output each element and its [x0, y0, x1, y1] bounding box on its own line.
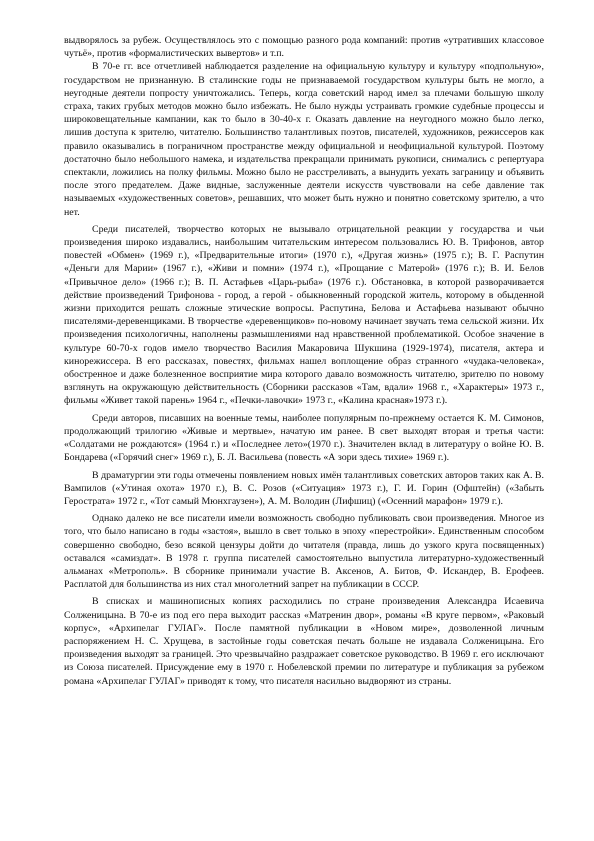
paragraph-continuation: выдворялось за рубеж. Осуществлялось это с помощью разного рода компаний: против «утративших классовое чутьё», против «формалистических вывертов» и т.п. [64, 35, 544, 60]
paragraph-official-unofficial-culture: В 70-е гг. все отчетливей наблюдается разделение на официальную культуру и культуру «подпольную», государством не признанную. В сталинские годы не признаваемой государством культуры быть не могло, а неугодные деятели попросту уничтожались. Теперь, когда советский народ имел за плечами большую школу страха, таких грубых методов можно было избежать. Не было нужды устраивать громкие судебные процессы и широковещательные кампании, как то было в 30-40-х г. Оказать давление на неугодного можно было легко, лишив доступа к зрителю, читателю. Большинство талантливых поэтов, писателей, художников, режиссеров как правило оказывались в пограничном пространстве между официальной и неофициальной культурой. Поэтому достаточно было небольшого намека, и издательства прекращали принимать рукописи, снимались с репертуара спектакли, ложились на полку фильмы. Можно было не расстреливать, а вынудить уехать заграницу и объявить после этого предателем. Даже видные, заслуженные деятели искусств чувствовали на себе давление так называемых «художественных советов», решавших, что может быть нужно и понятно советскому зрителю, а что нет. [64, 61, 544, 218]
paragraph-published-writers: Среди писателей, творчество которых не вызывало отрицательной реакции у государства и чьи произведения широко издавались, наибольшим читательским интересом пользовались Ю. В. Трифонов, автор повестей «Обмен» (1969 г.), «Предварительные итоги» (1970 г.), «Другая жизнь» (1975 г.); В. Г. Распутин «Деньги для Марии» (1967 г.), «Живи и помни» (1974 г.), «Прощание с Матерой» (1976 г.); В. И. Белов «Привычное дело» (1966 г.); В. П. Астафьев «Царь-рыба» (1976 г.). Обстановка, в которой разворачивается действие произведений Трифонова - город, а герой - обыкновенный городской житель, которому в обыденной жизни приходится решать сложные этические вопросы. Распутина, Белова и Астафьева называют обычно писателями-деревенщиками. В творчестве «деревенщиков» по-новому начинает звучать тема сельской жизни. Их произведения психологичны, наполнены размышлениями над нравственной проблематикой. Особое значение в культуре 60-70-х годов имело творчество Василия Макаровича Шукшина (1929-1974), писателя, актера и кинорежиссера. В его рассказах, повестях, фильмах нашел воплощение образ странного «чудака-человека», обостренное и даже болезненное восприятие мира которого давало возможность читателю, зрителю по новому взглянуть на окружающую действительность (Сборники рассказов «Там, вдали» 1968 г., «Характеры» 1973 г., фильмы «Живет такой парень» 1964 г., «Печки-лавочки» 1973 г., «Калина красная»1973 г.). [64, 223, 544, 407]
paragraph-drama: В драматургии эти годы отмечены появлением новых имён талантливых советских авторов таких как А. В. Вампилов («Утиная охота» 1970 г.), В. С. Розов («Ситуация» 1973 г.), Г. И. Горин (Офштейн) («Забыть Герострата» 1972 г., «Тот самый Мюнхгаузен»), А. М. Володин (Лифшиц) («Осенний марафон» 1979 г.). [64, 469, 544, 507]
paragraph-samizdat: Однако далеко не все писатели имели возможность свободно публиковать свои произведения. Многое из того, что было написано в годы «застоя», вышло в свет только в эпоху «перестройки». Единственным способом совершенно свободно, безо всякой цензуры дойти до читателя (правда, лишь до узкого круга посвященных) оставался «самиздат». В 1978 г. группа писателей самостоятельно выпустила литературно-художественный альманах «Метрополь». В сборнике принимали участие В. Аксенов, А. Битов, Ф. Искандер, В. Ерофеев. Расплатой для большинства из них стал многолетний запрет на публикации в СССР. [64, 513, 544, 591]
paragraph-solzhenitsyn: В списках и машинописных копиях расходились по стране произведения Александра Исаевича Солженицына. В 70-е из под его пера выходит рассказ «Матренин двор», романы «В круге первом», «Раковый корпус», «Архипелаг ГУЛАГ». После памятной публикации в «Новом мире», дозволенной личным распоряжением Н. С. Хрущева, в застойные годы советская печать больше не издавала Солженицына. Его произведения выходят за границей. Это чрезвычайно раздражает советское руководство. В 1969 г. его исключают из Союза писателей. Присуждение ему в 1970 г. Нобелевской премии по литературе и публикация за рубежом романа «Архипелаг ГУЛАГ» приводят к тому, что писателя насильно выдворяют из страны. [64, 596, 544, 687]
paragraph-war-themes: Среди авторов, писавших на военные темы, наиболее популярным по-прежнему остается К. М. Симонов, продолжающий трилогию «Живые и мертвые», начатую им ранее. В свет выходят вторая и третья части: «Солдатами не рождаются» (1964 г.) и «Последнее лето»(1970 г.). Значителен вклад в литературу о войне Ю. В. Бондарева («Горячий снег» 1969 г.), Б. Л. Васильева (повесть «А зори здесь тихие» 1969 г.). [64, 412, 544, 464]
